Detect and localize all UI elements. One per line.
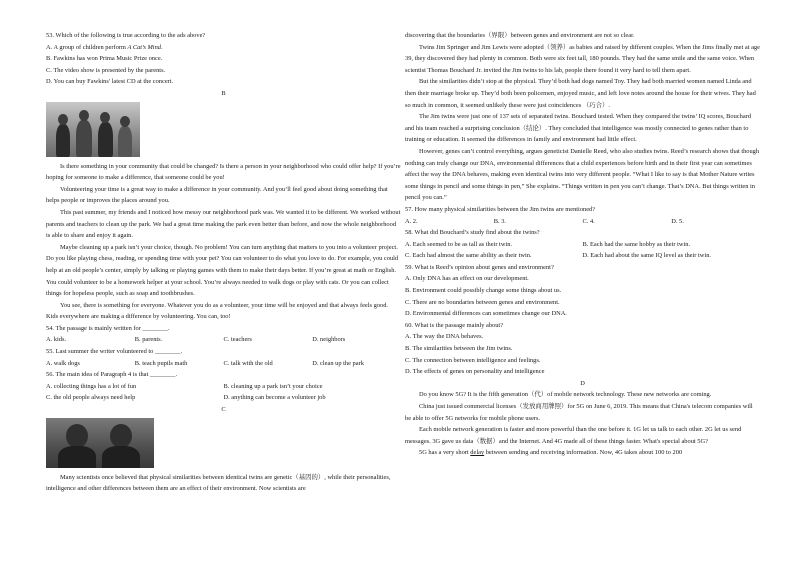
passage-b-paragraph-5: You see, there is something for everyone. Whatever you do as a volunteer, your time will be enjoyed and that always feels good. Kids everywhere are making a difference by volunteering. You can, too! — [46, 301, 389, 321]
question-59-option: D. Environmental differences can sometimes change our DNA. — [405, 310, 567, 318]
question-55-stem: 55. Last summer the writer volunteered to ________. — [46, 348, 183, 356]
right-column — [405, 30, 760, 459]
section-d-heading: D — [580, 379, 585, 387]
question-55-option: B. teach pupils math — [134, 359, 188, 367]
question-56-options-row-1 — [46, 381, 401, 393]
passage-d-paragraph-4: 5G has a very short delay between sending and receiving information. Now, 4G takes about 100 to 200 — [419, 449, 683, 457]
question-53-option-d: D. You can buy Fawkins' latest CD at the concert. — [46, 78, 174, 86]
question-56-option: C. the old people always need help — [46, 394, 136, 402]
question-55-option: C. talk with the old — [223, 359, 273, 367]
question-58-stem: 58. What did Bouchard’s study find about the twins? — [405, 229, 540, 237]
section-b-heading: B — [221, 89, 226, 97]
passage-c-paragraph-1: Many scientists once believed that physical similarities between identical twins are genetic（基因的）, while their personalities, intelligence and other differences between them are an effect of their environment. Now scientists are — [46, 473, 391, 493]
question-58-options-row-2 — [405, 250, 760, 262]
passage-d-paragraph-2: China just issued commercial licenses（发放商用牌照）for 5G on June 6, 2019. This means that China's telecom companies will be able to offer 5G networks for mobile phone users. — [405, 403, 753, 422]
passage-c-paragraph-2: Twins Jim Springer and Jim Lewis were adopted（领养）as babies and raised by different couples. When the Jims finally met at age 39, they discovered they had plenty in common. Both were six feet tall, 180 pounds. They had the same smile and the same voice. When scientist Thomas Bouchard Jr. invited the Jim twins to his lab, people there found it very hard to tell them apart. — [405, 43, 760, 74]
question-55-options — [46, 358, 401, 370]
question-58-option: D. Each had about the same IQ level as their twin. — [582, 252, 711, 260]
question-57-option: A. 2. — [405, 217, 418, 225]
question-54-options — [46, 334, 401, 346]
passage-b-paragraph-1: Is there something in your community that could be changed? Is there a person in your neighborhood who could offer help? If you’re hoping for someone to make a difference, that someone could be you! — [46, 162, 401, 182]
question-58-options-row-1 — [405, 239, 760, 251]
question-57-option: C. 4. — [582, 217, 595, 225]
question-54-option: A. kids. — [46, 336, 67, 344]
title-a-cats-mind: A Cat’s Mind — [127, 43, 161, 51]
question-56-stem: 56. The main idea of Paragraph 4 is that ________. — [46, 371, 178, 379]
question-57-stem: 57. How many physical similarities between the Jim twins are mentioned? — [405, 205, 596, 213]
question-53-option-c: C. The video show is presented by the parents. — [46, 66, 166, 74]
question-60-option: A. The way the DNA behaves. — [405, 333, 484, 341]
question-59-stem: 59. What is Reed’s opinion about genes and environment? — [405, 263, 554, 271]
question-56-option: B. cleaning up a park isn’t your choice — [223, 382, 323, 390]
question-53-stem: 53. Which of the following is true according to the ads above? — [46, 32, 206, 39]
passage-c-paragraph-4: The Jim twins were just one of 137 sets of separated twins. Bouchard tested. When they compared the twins’ IQ scores, Bouchard and his team reached a surprising conclusion（结论）. They concluded that intelligence was mostly connected to genes rather than to training or education. It seemed the differences in family and environment had little effect. — [405, 113, 751, 144]
question-54-option: D. neighbors — [312, 336, 346, 344]
question-53-option-b: B. Fawkins has won Prima Music Prize once. — [46, 55, 163, 63]
passage-b-paragraph-3: This past summer, my friends and I noticed how messy our neighborhood park was. We wanted it to be different. We worked without parents and teachers to clean up the park. We had a great time making the park even better than before, and now the whole neighborhood is able to share and enjoy it again. — [46, 208, 401, 240]
question-54-option: B. parents. — [134, 336, 163, 344]
question-57-options — [405, 216, 760, 228]
question-55-option: D. clean up the park — [312, 359, 364, 367]
question-57-option: B. 3. — [493, 217, 507, 225]
passage-c-paragraph-1-continued: discovering that the boundaries（界限）between genes and environment are not so clear. — [405, 32, 635, 39]
underlined-word-delay: delay — [470, 449, 485, 457]
passage-c-paragraph-5: However, genes can’t control everything, argues geneticist Danielle Reed, who also studies twins. Reed’s research shows that though nothing can truly change our DNA, environmental differences that a child experiences before birth and in their first year can sometimes affect the way the DNA behaves, making even identical twins into very different people. “What I like to say is that Mother Nature writes some things in pencil and some things in pen,” She explains. “Things written in pen you can’t change. That’s DNA. But things written in pencil you can.” — [405, 147, 760, 202]
passage-b-paragraph-4: Maybe cleaning up a park isn’t your choice, though. No problem! You can turn anything that matters to you into a volunteer project. Do you like playing chess, reading, or spending time with your pet? You can volunteer to do what you love to do. For example, you could help at an old people’s center, simply by talking or playing games with them to make their days better. If you’re great at math or English. You could volunteer to be a homework helper at your school. You’re always needed to walk dogs or play with cats. Or you can collect things for hopeless people, such as soap and toothbrushes. — [46, 243, 399, 298]
question-60-option: B. The similarities between the Jim twins. — [405, 345, 513, 353]
question-55-option: A. walk dogs — [46, 359, 80, 367]
question-56-option: D. anything can become a volunteer job — [223, 394, 326, 402]
left-column — [46, 30, 401, 495]
question-58-option: A. Each seemed to be as tall as their twin. — [405, 240, 513, 248]
volunteers-photo — [46, 102, 140, 157]
section-c-heading: C — [221, 406, 226, 414]
question-59-option: C. There are no boundaries between genes and environment. — [405, 298, 560, 306]
question-58-option: B. Each had the same hobby as their twin. — [582, 240, 691, 248]
question-58-option: C. Each had almost the same ability as their twin. — [405, 252, 532, 260]
passage-c-paragraph-3: But the similarities didn’t stop at the physical. They’d both had dogs named Toy. They had both married women named Linda and then their marriage broke up. They’d both been policemen, enjoyed music, and left love notes around the house for their wives. They had so much in common, it seemed unlikely these were just coincidences （巧合）. — [405, 78, 756, 109]
question-56-options-row-2 — [46, 392, 401, 404]
question-53-option-a: A. A group of children perform A Cat’s Mind. — [46, 43, 163, 51]
question-60-option: C. The connection between intelligence and feelings. — [405, 356, 541, 364]
question-54-option: C. teachers — [223, 336, 252, 344]
question-59-option: B. Environment could possibly change some things about us. — [405, 287, 562, 295]
question-60-stem: 60. What is the passage mainly about? — [405, 321, 504, 329]
question-59-option: A. Only DNA has an effect on our development. — [405, 275, 529, 283]
passage-d-paragraph-1: Do you know 5G? It is the fifth generation（代）of mobile network technology. These new networks are coming. — [419, 391, 712, 399]
question-57-option: D. 5. — [671, 217, 684, 225]
question-54-stem: 54. The passage is mainly written for ________. — [46, 324, 170, 332]
passage-b-paragraph-2: Volunteering your time is a great way to make a difference in your community. And you’ll feel good about doing something that helps people or improves the places around you. — [46, 185, 388, 205]
twins-photo — [46, 418, 154, 468]
passage-d-paragraph-3: Each mobile network generation is faster and more powerful than the one before it. 1G let us talk to each other. 2G let us send messages. 3G gave us data（数据）and the Internet. And 4G made all of these things faster. What's special about 5G? — [405, 426, 742, 445]
question-60-option: D. The effects of genes on personality and intelligence — [405, 368, 545, 376]
question-56-option: A. collecting things has a lot of fun — [46, 382, 137, 390]
